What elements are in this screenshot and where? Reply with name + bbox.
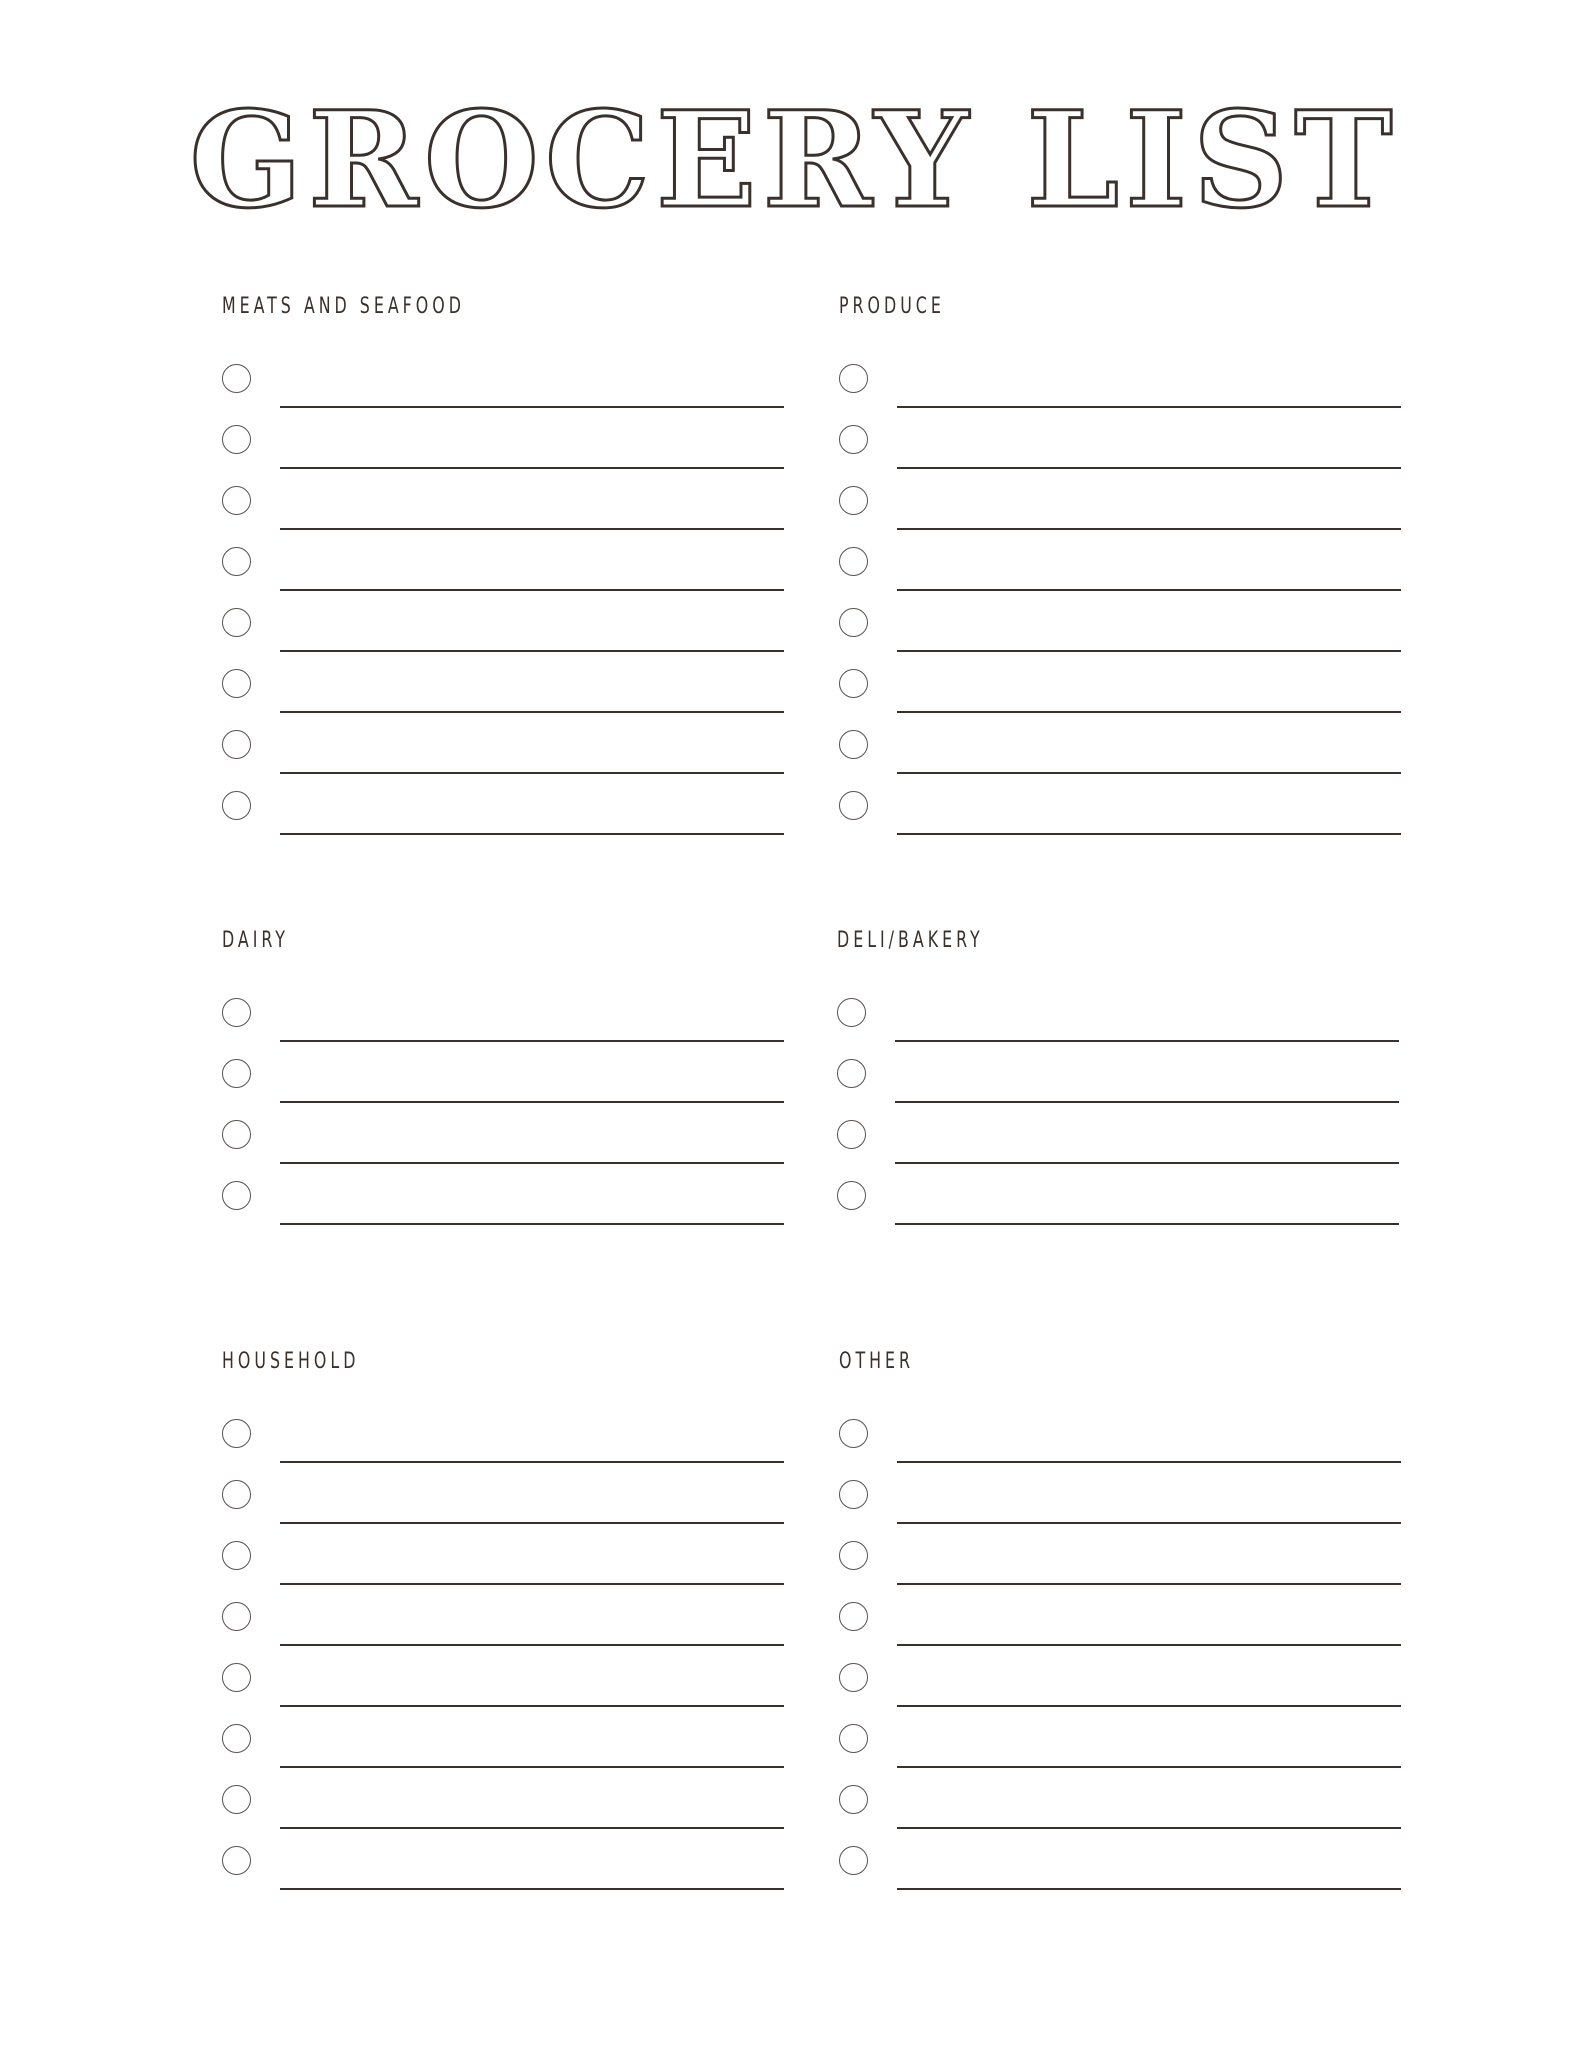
list-item	[837, 998, 1349, 1059]
section-produce	[839, 292, 1351, 852]
item-checkbox[interactable]	[837, 1059, 866, 1088]
item-checkbox[interactable]	[839, 1724, 868, 1753]
item-write-line[interactable]	[280, 833, 784, 835]
item-checkbox[interactable]	[222, 547, 251, 576]
item-checkbox[interactable]	[839, 1419, 868, 1448]
list-item	[839, 1663, 1351, 1724]
item-write-line[interactable]	[280, 467, 784, 469]
list-item	[839, 669, 1351, 730]
item-checkbox[interactable]	[222, 669, 251, 698]
item-write-line[interactable]	[280, 1766, 784, 1768]
item-write-line[interactable]	[280, 711, 784, 713]
item-write-line[interactable]	[280, 528, 784, 530]
list-item	[222, 547, 734, 608]
list-item	[222, 730, 734, 791]
section-heading: DAIRY	[222, 928, 289, 953]
list-item	[222, 1663, 734, 1724]
item-checkbox[interactable]	[222, 730, 251, 759]
item-checkbox[interactable]	[839, 1785, 868, 1814]
list-item	[222, 669, 734, 730]
item-write-line[interactable]	[897, 528, 1401, 530]
item-write-line[interactable]	[280, 1644, 784, 1646]
item-write-line[interactable]	[897, 1827, 1401, 1829]
item-write-line[interactable]	[897, 1705, 1401, 1707]
item-checkbox[interactable]	[839, 547, 868, 576]
section-heading: HOUSEHOLD	[222, 1349, 360, 1374]
item-write-line[interactable]	[897, 650, 1401, 652]
item-checkbox[interactable]	[222, 1120, 251, 1149]
list-item	[839, 425, 1351, 486]
item-checkbox[interactable]	[839, 730, 868, 759]
item-write-line[interactable]	[280, 1040, 784, 1042]
item-checkbox[interactable]	[222, 1181, 251, 1210]
item-write-line[interactable]	[897, 833, 1401, 835]
list-item	[222, 791, 734, 852]
item-write-line[interactable]	[897, 1644, 1401, 1646]
list-item	[839, 1541, 1351, 1602]
item-checkbox[interactable]	[839, 669, 868, 698]
list-item	[839, 1419, 1351, 1480]
list-item	[222, 1059, 734, 1120]
item-checkbox[interactable]	[222, 608, 251, 637]
item-write-line[interactable]	[897, 1522, 1401, 1524]
item-checkbox[interactable]	[839, 364, 868, 393]
list-item	[839, 791, 1351, 852]
list-item	[839, 730, 1351, 791]
item-checkbox[interactable]	[222, 998, 251, 1027]
item-write-line[interactable]	[280, 650, 784, 652]
item-list	[837, 998, 1349, 1242]
item-write-line[interactable]	[897, 467, 1401, 469]
item-write-line[interactable]	[280, 1522, 784, 1524]
section-heading: OTHER	[839, 1349, 915, 1374]
list-item	[839, 486, 1351, 547]
list-item	[839, 547, 1351, 608]
item-write-line[interactable]	[897, 1583, 1401, 1585]
item-checkbox[interactable]	[222, 1480, 251, 1509]
item-checkbox[interactable]	[839, 1541, 868, 1570]
section-dairy	[222, 926, 734, 1242]
item-checkbox[interactable]	[839, 608, 868, 637]
list-item	[222, 608, 734, 669]
item-checkbox[interactable]	[839, 1602, 868, 1631]
item-write-line[interactable]	[897, 1461, 1401, 1463]
item-write-line[interactable]	[895, 1101, 1399, 1103]
item-write-line[interactable]	[280, 772, 784, 774]
item-checkbox[interactable]	[839, 1846, 868, 1875]
section-meats-and-seafood	[222, 292, 734, 852]
list-item	[222, 998, 734, 1059]
item-checkbox[interactable]	[839, 486, 868, 515]
item-write-line[interactable]	[280, 406, 784, 408]
list-item	[222, 425, 734, 486]
item-write-line[interactable]	[280, 1461, 784, 1463]
item-write-line[interactable]	[895, 1162, 1399, 1164]
item-write-line[interactable]	[897, 406, 1401, 408]
item-write-line[interactable]	[280, 589, 784, 591]
item-write-line[interactable]	[897, 772, 1401, 774]
list-item	[222, 1419, 734, 1480]
list-item	[222, 486, 734, 547]
section-heading: MEATS AND SEAFOOD	[222, 294, 465, 319]
list-item	[222, 1480, 734, 1541]
list-item	[839, 608, 1351, 669]
list-item	[222, 364, 734, 425]
list-item	[839, 364, 1351, 425]
item-write-line[interactable]	[897, 589, 1401, 591]
section-household	[222, 1347, 734, 1907]
item-write-line[interactable]	[280, 1583, 784, 1585]
item-checkbox[interactable]	[839, 1663, 868, 1692]
item-checkbox[interactable]	[222, 364, 251, 393]
item-checkbox[interactable]	[839, 1480, 868, 1509]
list-item	[837, 1181, 1349, 1242]
item-write-line[interactable]	[280, 1223, 784, 1225]
item-checkbox[interactable]	[222, 425, 251, 454]
item-checkbox[interactable]	[222, 1663, 251, 1692]
item-write-line[interactable]	[895, 1223, 1399, 1225]
item-list	[839, 364, 1351, 852]
page-title: GROCERY LIST	[189, 83, 1399, 238]
item-write-line[interactable]	[897, 1766, 1401, 1768]
item-write-line[interactable]	[280, 1705, 784, 1707]
list-item	[837, 1059, 1349, 1120]
item-list	[222, 364, 734, 852]
list-item	[837, 1120, 1349, 1181]
list-item	[839, 1602, 1351, 1663]
item-write-line[interactable]	[897, 711, 1401, 713]
list-item	[222, 1541, 734, 1602]
section-heading: DELI/BAKERY	[837, 928, 984, 953]
item-write-line[interactable]	[280, 1162, 784, 1164]
list-item	[222, 1785, 734, 1846]
item-write-line[interactable]	[280, 1888, 784, 1890]
list-item	[222, 1602, 734, 1663]
section-deli-bakery	[837, 926, 1349, 1242]
item-checkbox[interactable]	[222, 1602, 251, 1631]
item-checkbox[interactable]	[222, 486, 251, 515]
item-checkbox[interactable]	[222, 1724, 251, 1753]
list-item	[222, 1846, 734, 1907]
item-checkbox[interactable]	[837, 1181, 866, 1210]
item-checkbox[interactable]	[839, 425, 868, 454]
item-checkbox[interactable]	[222, 1541, 251, 1570]
item-checkbox[interactable]	[837, 1120, 866, 1149]
item-write-line[interactable]	[280, 1101, 784, 1103]
item-list	[222, 998, 734, 1242]
item-checkbox[interactable]	[222, 1785, 251, 1814]
list-item	[222, 1724, 734, 1785]
list-item	[839, 1724, 1351, 1785]
section-heading: PRODUCE	[839, 294, 945, 319]
item-checkbox[interactable]	[222, 1419, 251, 1448]
list-item	[839, 1785, 1351, 1846]
list-item	[839, 1846, 1351, 1907]
item-checkbox[interactable]	[839, 791, 868, 820]
item-list	[222, 1419, 734, 1907]
item-checkbox[interactable]	[222, 791, 251, 820]
item-write-line[interactable]	[895, 1040, 1399, 1042]
item-write-line[interactable]	[280, 1827, 784, 1829]
item-checkbox[interactable]	[837, 998, 866, 1027]
item-checkbox[interactable]	[222, 1846, 251, 1875]
list-item	[222, 1120, 734, 1181]
item-list	[839, 1419, 1351, 1907]
item-checkbox[interactable]	[222, 1059, 251, 1088]
list-item	[222, 1181, 734, 1242]
section-other	[839, 1347, 1351, 1907]
list-item	[839, 1480, 1351, 1541]
item-write-line[interactable]	[897, 1888, 1401, 1890]
